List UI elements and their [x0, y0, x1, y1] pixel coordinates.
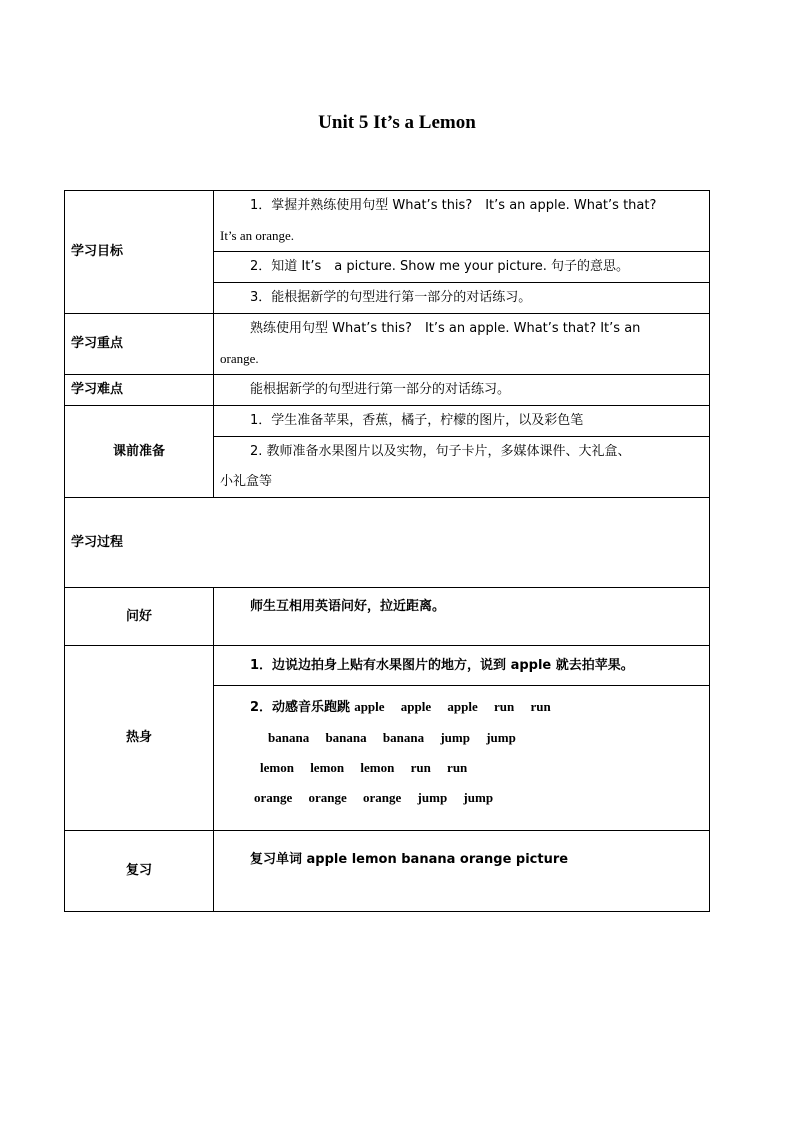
- difficulties-label: 学习难点: [65, 375, 214, 406]
- preparation-label: 课前准备: [65, 406, 214, 498]
- preparation-row-1: [65, 406, 710, 437]
- warmup-row-1: [65, 646, 710, 686]
- objectives-row-1: [65, 191, 710, 252]
- process-label: 学习过程: [65, 498, 710, 588]
- difficulties-row: [65, 375, 710, 406]
- lesson-plan-table: [64, 190, 710, 912]
- greeting-row: [65, 588, 710, 646]
- process-row: [65, 498, 710, 588]
- preparation-item-2-line1: 2. 教师准备水果图片以及实物，句子卡片，多媒体课件、大礼盒、: [250, 444, 631, 459]
- warmup-rhyme-line-3: lemon lemon lemon run run: [260, 760, 468, 775]
- preparation-item-1: 1．学生准备苹果，香蕉，橘子，柠檬的图片，以及彩色笔: [214, 406, 710, 437]
- review-label: 复习: [65, 831, 214, 912]
- warmup-row-1-words: apple apple apple run run: [354, 699, 551, 714]
- objective-item-2: 2．知道 It’s a picture. Show me your picture. 句子的意思。: [214, 252, 710, 283]
- key-points-line1: 熟练使用句型 What’s this? It’s an apple. What’s that? It’s an: [250, 321, 641, 336]
- warmup-item-2-title: 2．动感音乐跑跳: [250, 700, 351, 715]
- preparation-item-2-line2: 小礼盒等: [220, 474, 273, 489]
- key-points-line2: orange.: [220, 351, 259, 366]
- objective-item-1: [214, 191, 710, 252]
- objective-item-1-line2: It’s an orange.: [220, 228, 295, 243]
- greeting-text: 师生互相用英语问好，拉近距离。: [214, 588, 710, 646]
- key-points-content: [214, 314, 710, 375]
- objective-item-1-line1: 1．掌握并熟练使用句型 What’s this? It’s an apple. What’s that?: [250, 198, 657, 213]
- warmup-rhyme-line-1: [220, 692, 703, 723]
- warmup-rhyme-line-4: orange orange orange jump jump: [254, 790, 494, 805]
- review-row: [65, 831, 710, 912]
- review-text: 复习单词 apple lemon banana orange picture: [214, 831, 710, 912]
- page-title: Unit 5 It’s a Lemon: [318, 112, 476, 133]
- objectives-label: 学习目标: [65, 191, 214, 314]
- warmup-label: 热身: [65, 646, 214, 831]
- warmup-item-1: 1．边说边拍身上贴有水果图片的地方，说到 apple 就去拍苹果。: [214, 646, 710, 686]
- warmup-item-2: [214, 686, 710, 831]
- key-points-label: 学习重点: [65, 314, 214, 375]
- warmup-rhyme-line-2: banana banana banana jump jump: [268, 730, 516, 745]
- difficulties-text: 能根据新学的句型进行第一部分的对话练习。: [214, 375, 710, 406]
- key-points-row: [65, 314, 710, 375]
- objective-item-3: 3．能根据新学的句型进行第一部分的对话练习。: [214, 283, 710, 314]
- greeting-label: 问好: [65, 588, 214, 646]
- preparation-item-2: [214, 437, 710, 498]
